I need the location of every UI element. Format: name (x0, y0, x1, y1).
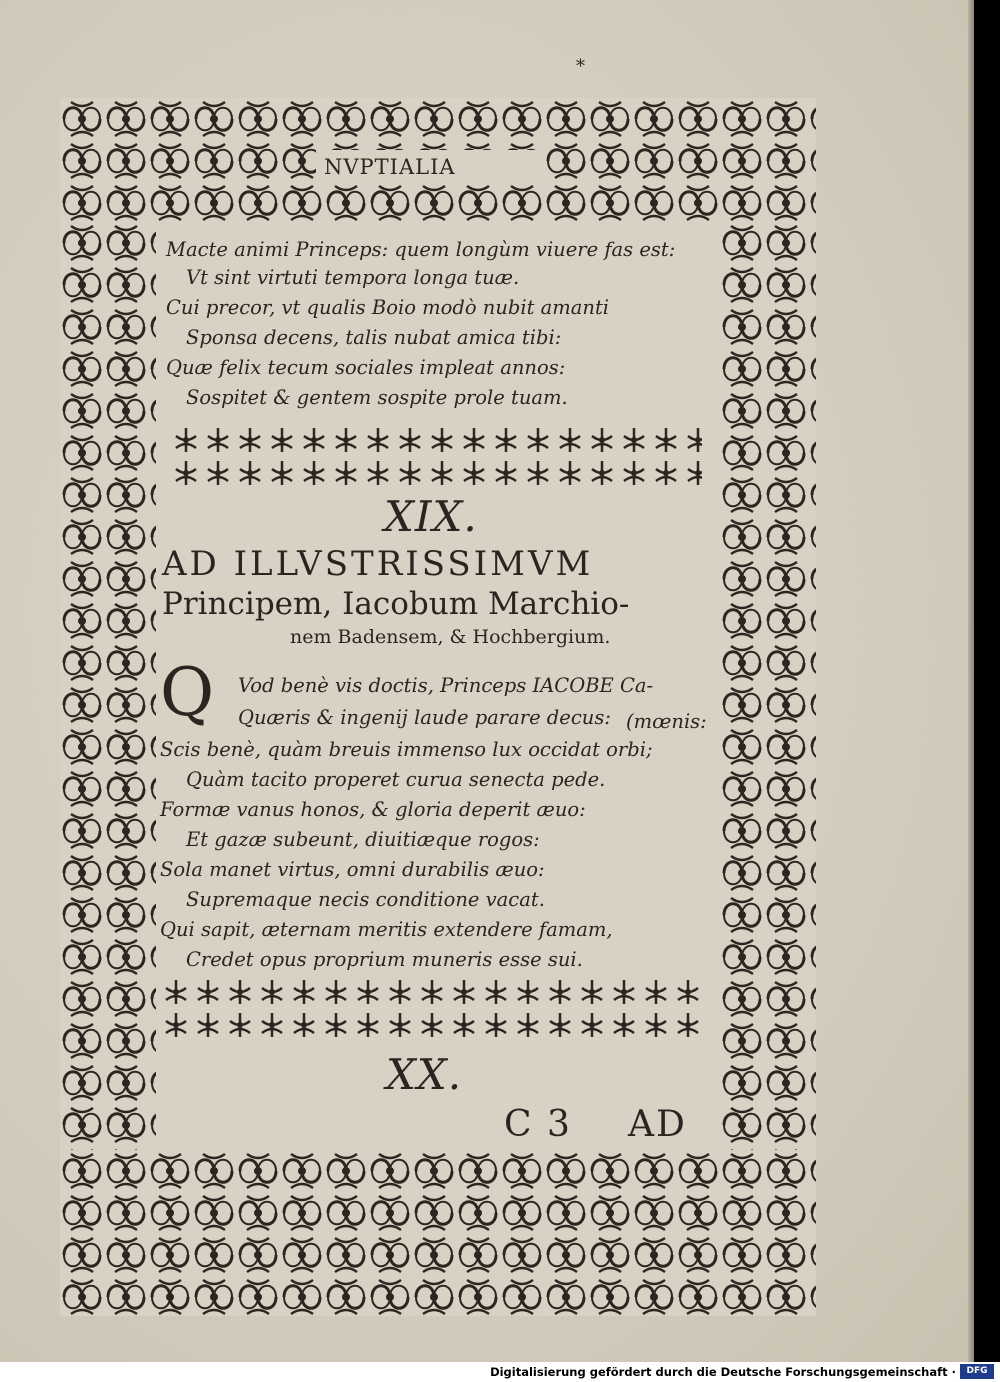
ornament-border-left (60, 222, 156, 1150)
ornament-divider (160, 976, 704, 1042)
poem-title-line: AD ILLVSTRISSIMVM (162, 544, 594, 584)
verse-line: Qui sapit, æternam meritis extendere famam, (160, 918, 613, 941)
footer-credit: Digitalisierung gefördert durch die Deutsche Forschungsgemeinschaft · (490, 1365, 956, 1379)
drop-capital: Q (160, 654, 215, 731)
verse-line: Supremaque necis conditione vacat. (186, 888, 545, 911)
page-edge (968, 0, 974, 1362)
verse-line: Quàm tacito properet curua senecta pede. (186, 768, 606, 791)
verse-line: Quæris & ingenij laude parare decus: (238, 706, 611, 729)
poem-number: XIX. (384, 492, 478, 541)
verse-line-tail: (mœnis: (626, 710, 707, 733)
verse-line: Macte animi Princeps: quem longùm viuere fas est: (166, 238, 676, 261)
verse-line: Sola manet virtus, omni durabilis æuo: (160, 858, 545, 881)
signature-mark: C 3 (504, 1104, 572, 1145)
poem-title-line: nem Badensem, & Hochbergium. (290, 626, 611, 648)
verse-line: Et gazæ subeunt, diuitiæque rogos: (186, 828, 540, 851)
ornament-border-right (720, 222, 816, 1150)
ornament-border-bottom (60, 1150, 816, 1316)
verse-line: Vt sint virtuti tempora longa tuæ. (186, 266, 520, 289)
verse-line: Credet opus proprium muneris esse sui. (186, 948, 583, 971)
verse-line: Sponsa decens, talis nubat amica tibi: (186, 326, 562, 349)
verse-line: Sospitet & gentem sospite prole tuam. (186, 386, 568, 409)
verse-line: Scis benè, quàm breuis immenso lux occidat orbi; (160, 738, 653, 761)
ornament-divider (170, 424, 702, 490)
verse-line: Vod benè vis doctis, Princeps IACOBE Ca- (238, 674, 654, 697)
star-mark: * (576, 56, 585, 77)
verse-line: Cui precor, vt qualis Boio modò nubit amanti (166, 296, 610, 319)
catchword: AD (628, 1104, 687, 1145)
dfg-logo: DFG (960, 1364, 994, 1379)
verse-line: Quæ felix tecum sociales impleat annos: (166, 356, 566, 379)
verse-line: Formæ vanus honos, & gloria deperit æuo: (160, 798, 586, 821)
poem-number: XX. (386, 1050, 463, 1099)
poem-title-line: Principem, Iacobum Marchio- (162, 586, 630, 622)
running-header: NVPTIALIA (324, 155, 456, 179)
